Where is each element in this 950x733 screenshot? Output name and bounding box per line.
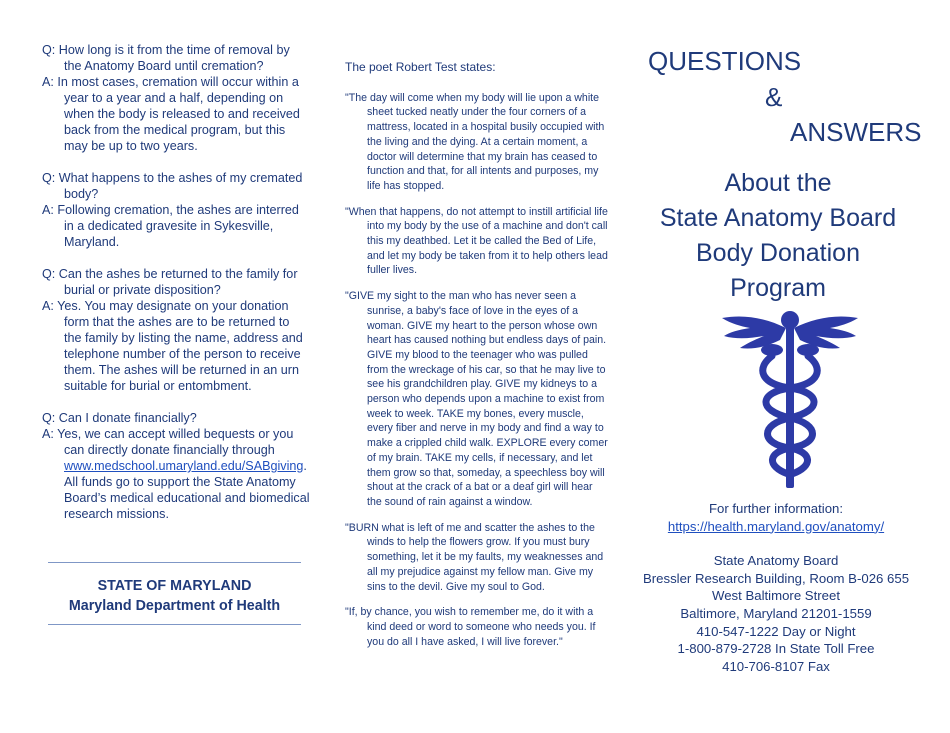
department-name: Maryland Department of Health xyxy=(68,598,281,614)
contact-line: Baltimore, Maryland 21201-1559 xyxy=(680,605,872,621)
state-name: STATE OF MARYLAND xyxy=(97,578,252,594)
poem-paragraph: "If, by chance, you wish to remember me, do it with a kind deed or word to someone who needs you. If you do all I have asked, I will live forever." xyxy=(345,606,596,648)
program-title-line: About the xyxy=(724,169,832,197)
divider-top xyxy=(48,562,301,563)
program-title-line: Program xyxy=(730,274,826,302)
answer: A: Yes. You may designate on your donation form that the ashes are to be returned to the family by listing the name, address and telephone number of the person to receive them. The ashes will be returned in an urn suitable for burial or entombment. xyxy=(42,299,303,393)
contact-line: State Anatomy Board xyxy=(713,553,839,569)
program-title xyxy=(640,166,916,306)
sabgiving-link[interactable]: www.medschool.umaryland.edu/SABgiving xyxy=(64,459,304,473)
poem-panel xyxy=(345,60,610,660)
poem-paragraph: "When that happens, do not attempt to instill artificial life into my body by the use of a machine and don't call this my deathbed. Let it be called the Bed of Life, and let my body be taken from it to help others lead fuller lives. xyxy=(345,205,608,277)
question: Q: How long is it from the time of removal by the Anatomy Board until cremation? xyxy=(42,43,290,73)
spacer xyxy=(636,535,916,552)
further-info-label: For further information: xyxy=(708,501,844,516)
divider-bottom xyxy=(48,624,301,625)
poem-intro: The poet Robert Test states: xyxy=(345,60,496,74)
title-answers: ANSWERS xyxy=(790,117,922,147)
contact-line: 410-706-8107 Fax xyxy=(722,658,830,674)
caduceus-icon xyxy=(720,306,860,490)
poem-paragraph: "BURN what is left of me and scatter the ashes to the winds to help the flowers grow. If you must bury something, let it be my faults, my weaknesses and all my prejudice against my fellow man. Give my sins to the devil. Give my soul to God. xyxy=(345,521,604,593)
anatomy-board-link[interactable]: https://health.maryland.gov/anatomy/ xyxy=(667,518,885,534)
contact-line: West Baltimore Street xyxy=(711,588,840,604)
program-title-line: Body Donation xyxy=(695,239,860,267)
left-panel xyxy=(42,42,310,538)
contact-line: 1-800-879-2728 In State Toll Free xyxy=(677,641,875,657)
program-title-line: State Anatomy Board xyxy=(659,204,897,232)
contact-line: 410-547-1222 Day or Night xyxy=(696,623,856,639)
qa-item xyxy=(42,410,310,522)
title-questions: QUESTIONS xyxy=(648,46,802,76)
qa-item xyxy=(42,42,310,154)
answer: A: In most cases, cremation will occur within a year to a year and a half, depending on when the body is released to and received back from the medical program, but this may be up to two years. xyxy=(42,75,300,153)
answer: A: Following cremation, the ashes are interred in a dedicated gravesite in Sykesville, Maryland. xyxy=(42,203,299,249)
poem-paragraph: "GIVE my sight to the man who has never seen a sunrise, a baby's face of love in the eyes of a woman. GIVE my heart to the person whose own heart has caused nothing but endless days of pain. GIVE my blood to the teenager who was pulled from the wreckage of his car, so that he may live to see his grandchildren play. GIVE my kidneys to a person who depends upon a machine to exist from week to week. TAKE my bones, every muscle, every fiber and nerve in my body and find a way to make a crippled child walk. EXPLORE every comer of my brain. TAKE my cells, if necessary, and let them grow so that, someday, a speechless boy will shout at the crack of a bat or a deaf girl will hear the sound of rain against a window. xyxy=(345,290,608,508)
contact-line: Bressler Research Building, Room B-026 655 xyxy=(642,570,910,586)
question: Q: What happens to the ashes of my cremated body? xyxy=(42,171,303,201)
answer-text: A: Yes, we can accept willed bequests or you can directly donate financially through xyxy=(42,427,294,457)
qa-item xyxy=(42,266,310,394)
answer-text: . All funds go to support the State Anatomy Board’s medical educational and biomedical research missions. xyxy=(64,459,310,521)
qa-item xyxy=(42,170,310,250)
question: Q: Can the ashes be returned to the family for burial or private disposition? xyxy=(42,267,298,297)
state-block xyxy=(48,576,301,616)
title-ampersand: & xyxy=(765,82,783,112)
poem-paragraph: "The day will come when my body will lie upon a white sheet tucked neatly under the four corners of a mattress, located in a hospital busily occupied with the living and the dying. At a certain moment, a doctor will determine that my brain has ceased to function and that, for all intents and purposes, my life has stopped. xyxy=(345,91,605,192)
contact-info xyxy=(636,500,916,675)
answer xyxy=(42,426,310,522)
question: Q: Can I donate financially? xyxy=(42,411,197,425)
